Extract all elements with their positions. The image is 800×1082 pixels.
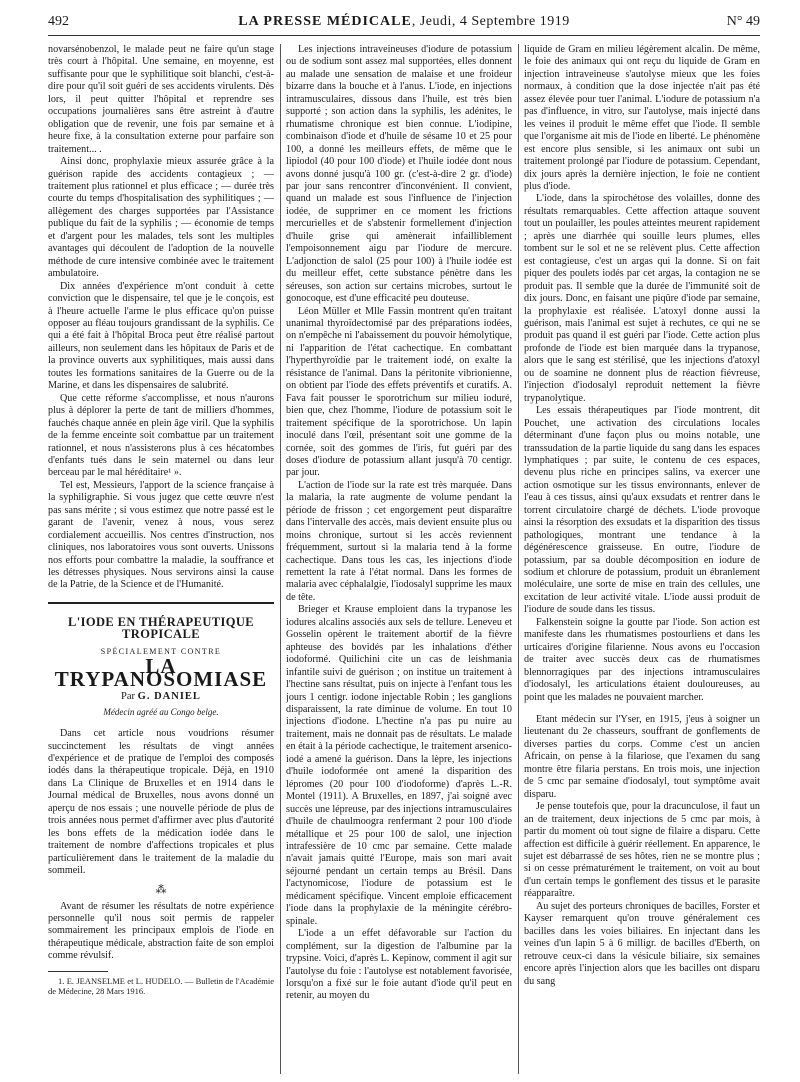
issue-number: N° 49 [726, 14, 760, 29]
section-gap [524, 704, 760, 714]
column-1 [48, 44, 274, 1074]
asterism: ⁂ [155, 883, 167, 896]
paragraph: Brieger et Krause emploient dans la trypanose les iodures alcalins associés aux sels de tellure. Leneveu et Gosselin opèrent le traitement abortif de la fièvre aphteuse des bovidés par les inhalations d'éther iodoformé. Quilichini cite un cas de leishmania infantile suivi de guérison ; on institue un traitement à l'hectine sans résultat, puis on injecte à l'enfant tous les jours 1 centigr. iodone injectable Robin ; les ganglions disparaissent, la rate diminue de volume. En tout 10 injections d'iodone. L'hectine n'a pas pu nuire au traitement, mais ne donnait pas de résultats. Le malade en était à la période cachectique, le traitement arsenico-iodé a amené la guérison. Dans la lèpre, les injections d'huile iodoformée ont amené la disparition des lépromes (20 pour 100 d'iodoforme) d'après L.-R. Montel (1911). A Bruxelles, en 1897, j'ai soigné avec succès une lépreuse, par des injections intramusculaires d'huile de chaulmoogra renfermant 2 pour 100 d'iode métallique et 25 pour 100 de salol, une injection intrafessière de 10 cmc par semaine. Cette malade n'avait jamais quitté l'Europe, mais son mari avait séjourné pendant un certain temps au Brésil. Dans l'actynomicose, l'iodure de potassium est le médicament spécifique. Vincent emploie efficacement l'iode dans la prophylaxie de la méningite cérébro-spinale. [286, 604, 512, 927]
article-author [48, 691, 274, 703]
article-subtitle: SPÉCIALEMENT CONTRE [100, 646, 222, 656]
column-divider [518, 44, 519, 1074]
paragraph: L'action de l'iode sur la rate est très marquée. Dans la malaria, la rate augmente de volume pendant la période de frisson ; cet engorgement peut disparaître dans l'intervalle des accès, mais devient ensuite plus ou moins chronique, surtout si les accès reviennent fréquemment, surtout si la malaria tend à la forme cachectique. Dans tous les cas, les injections d'iode remettent la rate à l'état normal. Dans les formes de malaria avec céphalalgie, l'iodosalyl supprime les maux de tête. [286, 479, 512, 603]
author-name: G. DANIEL [137, 691, 201, 703]
paragraph: Avant de résumer les résultats de notre expérience personnelle qu'il nous soit permis de rappeler sommairement les principaux emplois de l'iode en thérapeutique médicale, abstraction faite de son emploi comme révulsif. [48, 900, 274, 962]
paragraph: liquide de Gram en milieu légèrement alcalin. De même, le foie des animaux qui ont reçu du liquide de Gram en injection intraveineuse s'autolyse mieux que les foies normaux, à condition que la dose injectée n'ait pas été assez élevée pour tuer l'animal. L'iodure de potassium n'a pas d'influence, in vitro, sur l'autolyse, mais injecté dans les veines il produit le même effet que l'iode. Il semble que l'organisme ait mis de l'iode en liberté. Le phénomène est encore plus sensible, si les animaux ont subi un traitement prolongé par l'iodure de potassium. Cependant, dix jours après la dernière injection, le foie ne contient plus d'iode. [524, 44, 760, 192]
journal-title: LA PRESSE MÉDICALE [238, 14, 412, 29]
paragraph: Les injections intraveineuses d'iodure de potassium ou de sodium sont assez mal supportées, elles donnent au malade une sensation de malaise et une froideur bizarre dans la bouche et à l'anus. L'iode, en injections intramusculaires, dissous dans l'huile, est très bien supporté ; son action dans la syphilis, les adénites, le rhumatisme chronique est bien connue. L'iodipine, combinaison d'iode et d'huile de sésame 10 et 25 pour 100, a donné les meilleurs effets, de même que le lipiodol (40 pour 100 d'iode) et l'huile iodée dont nous avons donné jusqu'à 100 gr. (c'est-à-dire 2 gr. d'iode) par jour sans rencontrer d'inconvénient. Il convient, quand un malade est sous l'influence de l'injection iodée, de supprimer en ce moment les frictions mercurielles et de s'abstenir formellement d'injection d'huile grise qui amènerait infailliblement l'empoisonnement aigu par l'iodure de mercure. L'adjonction de salol (25 pour 100) à l'huile iodée est du meilleur effet, cette substance pénètre dans les séreuses, son action sur certains microbes, surtout le gonocoque, est d'une efficacité peu douteuse. [286, 44, 512, 305]
masthead [48, 14, 760, 30]
column-divider [280, 44, 281, 1074]
author-prefix: Par [121, 691, 138, 703]
footnote-rule [48, 971, 108, 972]
page-number: 492 [48, 14, 69, 29]
paragraph: L'iode, dans la spirochétose des volailles, donne des résultats remarquables. Cette affection attaque souvent tout un poulailler, les poules atteintes meurent rapidement ; après une diarrhée qui souille leurs plumes, elles tombent sur le sol et ne se relèvent plus. Cette affection est contagieuse, c'est un argas qui la donne. Si on fait piquer des poulets iodés par cet argas, la contagion ne se produit pas. Il semble que la durée de l'immunité soit de dix jours. Donc, en faisant une piqûre d'iode par semaine, la prophylaxie est réalisée. L'atoxyl donne aussi la guérison, mais l'animal est sujet à rechutes, ce qui ne se produit pas quand il est guéri par l'iode. Cette action plus profonde de l'iode est bien marquée dans la trypanose, alors que le sang est stérilisé, que les injections d'atoxyl ou de soamine ne donnent plus de réaction fiévreuse, l'injection d'iodosalyl reproduit nettement la fièvre trypanolytique. [524, 193, 760, 404]
paragraph: Ainsi donc, prophylaxie mieux assurée grâce à la guérison rapide des accidents contagieux ; — traitement plus rationnel et plus efficace ; — durée très courte du temps d'hospitalisation des syphilitiques ; — allègement des charges supportées par l'Assistance publique du fait de la syphilis ; — économie de temps et d'argent pour les malades, tels sont les multiples avantages qui découlent de l'adoption de la nouvelle méthode de cure intensive combinée avec le traitement ambulatoire. [48, 156, 274, 280]
paragraph: L'iode a un effet défavorable sur l'action du complément, sur la digestion de l'albumine par la trypsine. Voici, d'après L. Kepinow, comment il agit sur l'autolyse du foie : l'autolyse est notablement favorisée, lorsqu'on a fixé sur le foie autant d'iode qu'il peut en retenir, au moyen du [286, 928, 512, 1002]
author-affiliation: Médecin agréé au Congo belge. [103, 706, 219, 717]
column-2 [286, 44, 512, 1074]
paragraph: Les essais thérapeutiques par l'iode montrent, dit Pouchet, une activation des circulations locales déterminant d'une façon plus ou moins notable, une transsudation de la partie liquide du sang dans les espaces lymphatiques ; par suite, le contenu de ces espaces, devenu plus riche en principes salins, va exercer une action osmotique sur les tissus environnants, enlever de l'eau à ces tissus, ainsi qu'aux exsudats et rentrer dans le torrent circulatoire chargé de déchets. L'iode provoque ainsi la résorption des exsudats et la disparition des tissus pathologiques, montrant une tendance à la dégénérescence graisseuse. En outre, l'iodure de potassium, par sa double décomposition en iodure de sodium et chlorure de potassium, produit un ébranlement moléculaire, une sorte de mise en train des cellules, une excitation de leur activité vitale. L'iode aussi produit de l'iodure de soude dans les tissus. [524, 405, 760, 616]
article-title: L'IODE EN THÉRAPEUTIQUE TROPICALE [67, 614, 255, 642]
paragraph: Etant médecin sur l'Yser, en 1915, j'eus à soigner un lieutenant du 2e chasseurs, souffrant de gonflements de diverses parties du corps. Comme c'est un ancien Africain, on pense à la filariose, que l'examen du sang montre être filaria perstans. En trois mois, une injection de 5 cmc par semaine d'iodosalyl, tout symptôme avait disparu. [524, 714, 760, 800]
column-3 [524, 44, 760, 1074]
article-main-title: LA TRYPANOSOMIASE [54, 654, 268, 691]
article-separator [48, 602, 274, 604]
page-header [48, 12, 760, 34]
paragraph: Dix années d'expérience m'ont conduit à cette conviction que le dispensaire, tel que je le conçois, est à l'heure actuelle l'arme le plus efficace qu'on puisse opposer au fléau toujours grandissant de la syphilis. Ce qui a été fait à l'hôpital Broca peut être réalisé partout ailleurs, non seulement dans les hôpitaux de Paris et de la province ouverts aux syphilitiques, mais aussi dans toutes les formations sanitaires de la Guerre ou de la Marine, et dans les dispensaires de salubrité. [48, 280, 274, 392]
paragraph: Dans cet article nous voudrions résumer succinctement les résultats de vingt années d'expérience et de pratique de l'emploi des composés iodés dans la thérapeutique tropicale. Déjà, en 1910 dans La Clinique de Bruxelles et en 1914 dans le Journal médical de Bruxelles, nous avons donné un aperçu de nos essais ; une nouvelle période de plus de trois années nous permet d'affirmer avec plus d'autorité les bons effets de la médication iodée dans le traitement de nombre d'affections tropicales et plus particulièrement dans le traitement de la maladie du sommeil. [48, 728, 274, 877]
paragraph: Tel est, Messieurs, l'apport de la science française à la syphiligraphie. Si vous jugez que cette œuvre n'est pas sans mérite ; si vous estimez que notre passé est le garant de l'avenir, venez à nous, vous serez cordialement accueillis. Nos centres d'instruction, nos cliniques, nos laboratoires vous sont ouverts. Unissons nos efforts pour combattre la maladie, la souffrance et les détresses physiques. Nous servirons ainsi la cause de la Patrie, de la Science et de l'Humanité. [48, 479, 274, 591]
paragraph: Je pense toutefois que, pour la dracunculose, il faut un an de traitement, deux injections de 5 cmc par mois, à partir du moment où tout signe de filaire a disparu. Cette affection est difficile à guérir réellement. En apparence, le sujet est débarrassé de ses hôtes, rien ne se montre plus ; si on cesse prématurément le traitement, on voit au bout d'un certain temps le gonflement des tissus et le parasite réapparaître. [524, 801, 760, 900]
paragraph: Léon Müller et Mlle Fassin montrent qu'en traitant unanimal thyroïdectomisé par des préparations iodées, on n'empêche ni l'abaissement du pouvoir hémolytique, ni l'apparition de l'état cachectique. En combattant l'hyperthyroïdie par le traitement iodé, on exalte la résistance de l'animal. Dans la péritonite vibrionienne, on obtient par l'iode des effets préventifs et curatifs. A. Fava fait pousser le sporotrichum sur milieu ioduré, bien que, chez l'homme, l'iodure de potassium soit le traitement spécifique de la sporotrichose. Un lapin inoculé dans l'œil, présentant soit une gomme de la cornée, soit des gommes de l'iris, fut guéri par des doses d'iodure de potassium allant jusqu'à 70 centigr. par jour. [286, 305, 512, 479]
paragraph: Que cette réforme s'accomplisse, et nous n'aurons plus à déplorer la perte de tant de milliers d'hommes, fauchés chaque année en plein âge viril. Que la syphilis de la femme enceinte soit combattue par un traitement rationnel, et nous n'assisterons plus à ces hécatombes d'enfants tués dans le sein maternel ou dans leur berceau par le mal héréditaire¹ ». [48, 392, 274, 479]
paragraph: novarsénobenzol, le malade peut ne faire qu'un stage très court à l'hôpital. Une semaine, en moyenne, est suffisante pour que le syphilitique soit blanchi, c'est-à-dire pour qu'il soit guéri de ses accidents virulents. Dès lors, il peut quitter l'hôpital et reprendre ses occupations journalières sans être astreint à d'autre obligation que de revenir, une fois par semaine et à heure fixe, à la consultation externe pour parfaire son traitement... . [48, 44, 274, 155]
issue-date: , Jeudi, 4 Septembre 1919 [411, 14, 570, 29]
header-rule [48, 35, 760, 36]
paragraph: Falkenstein soigne la goutte par l'iode. Son action est manifeste dans les rhumatismes postourliens et dans les urticaires d'origine filarienne. Nous avons eu l'occasion de traiter avec succès deux cas de rhumatismes blennorragiques par des injections intramusculaires d'iodosalyl, les articulations étaient douloureuses, au point que les malades ne pouvaient marcher. [524, 616, 760, 703]
paragraph: Au sujet des porteurs chroniques de bacilles, Forster et Kayser remarquent qu'on trouve généralement ces bacilles dans les voies biliaires. En injectant dans les veines d'un lapin 5 à 6 milligr. de bacilles d'Eberth, on retrouve ceux-ci dans la vésicule biliaire, six semaines encore après l'injection alors que les bacilles ont disparu du sang [524, 900, 760, 987]
footnote: 1. E. JEANSELME et L. HUDELO. — Bulletin de l'Académie de Médecine, 28 Mars 1916. [48, 975, 274, 997]
